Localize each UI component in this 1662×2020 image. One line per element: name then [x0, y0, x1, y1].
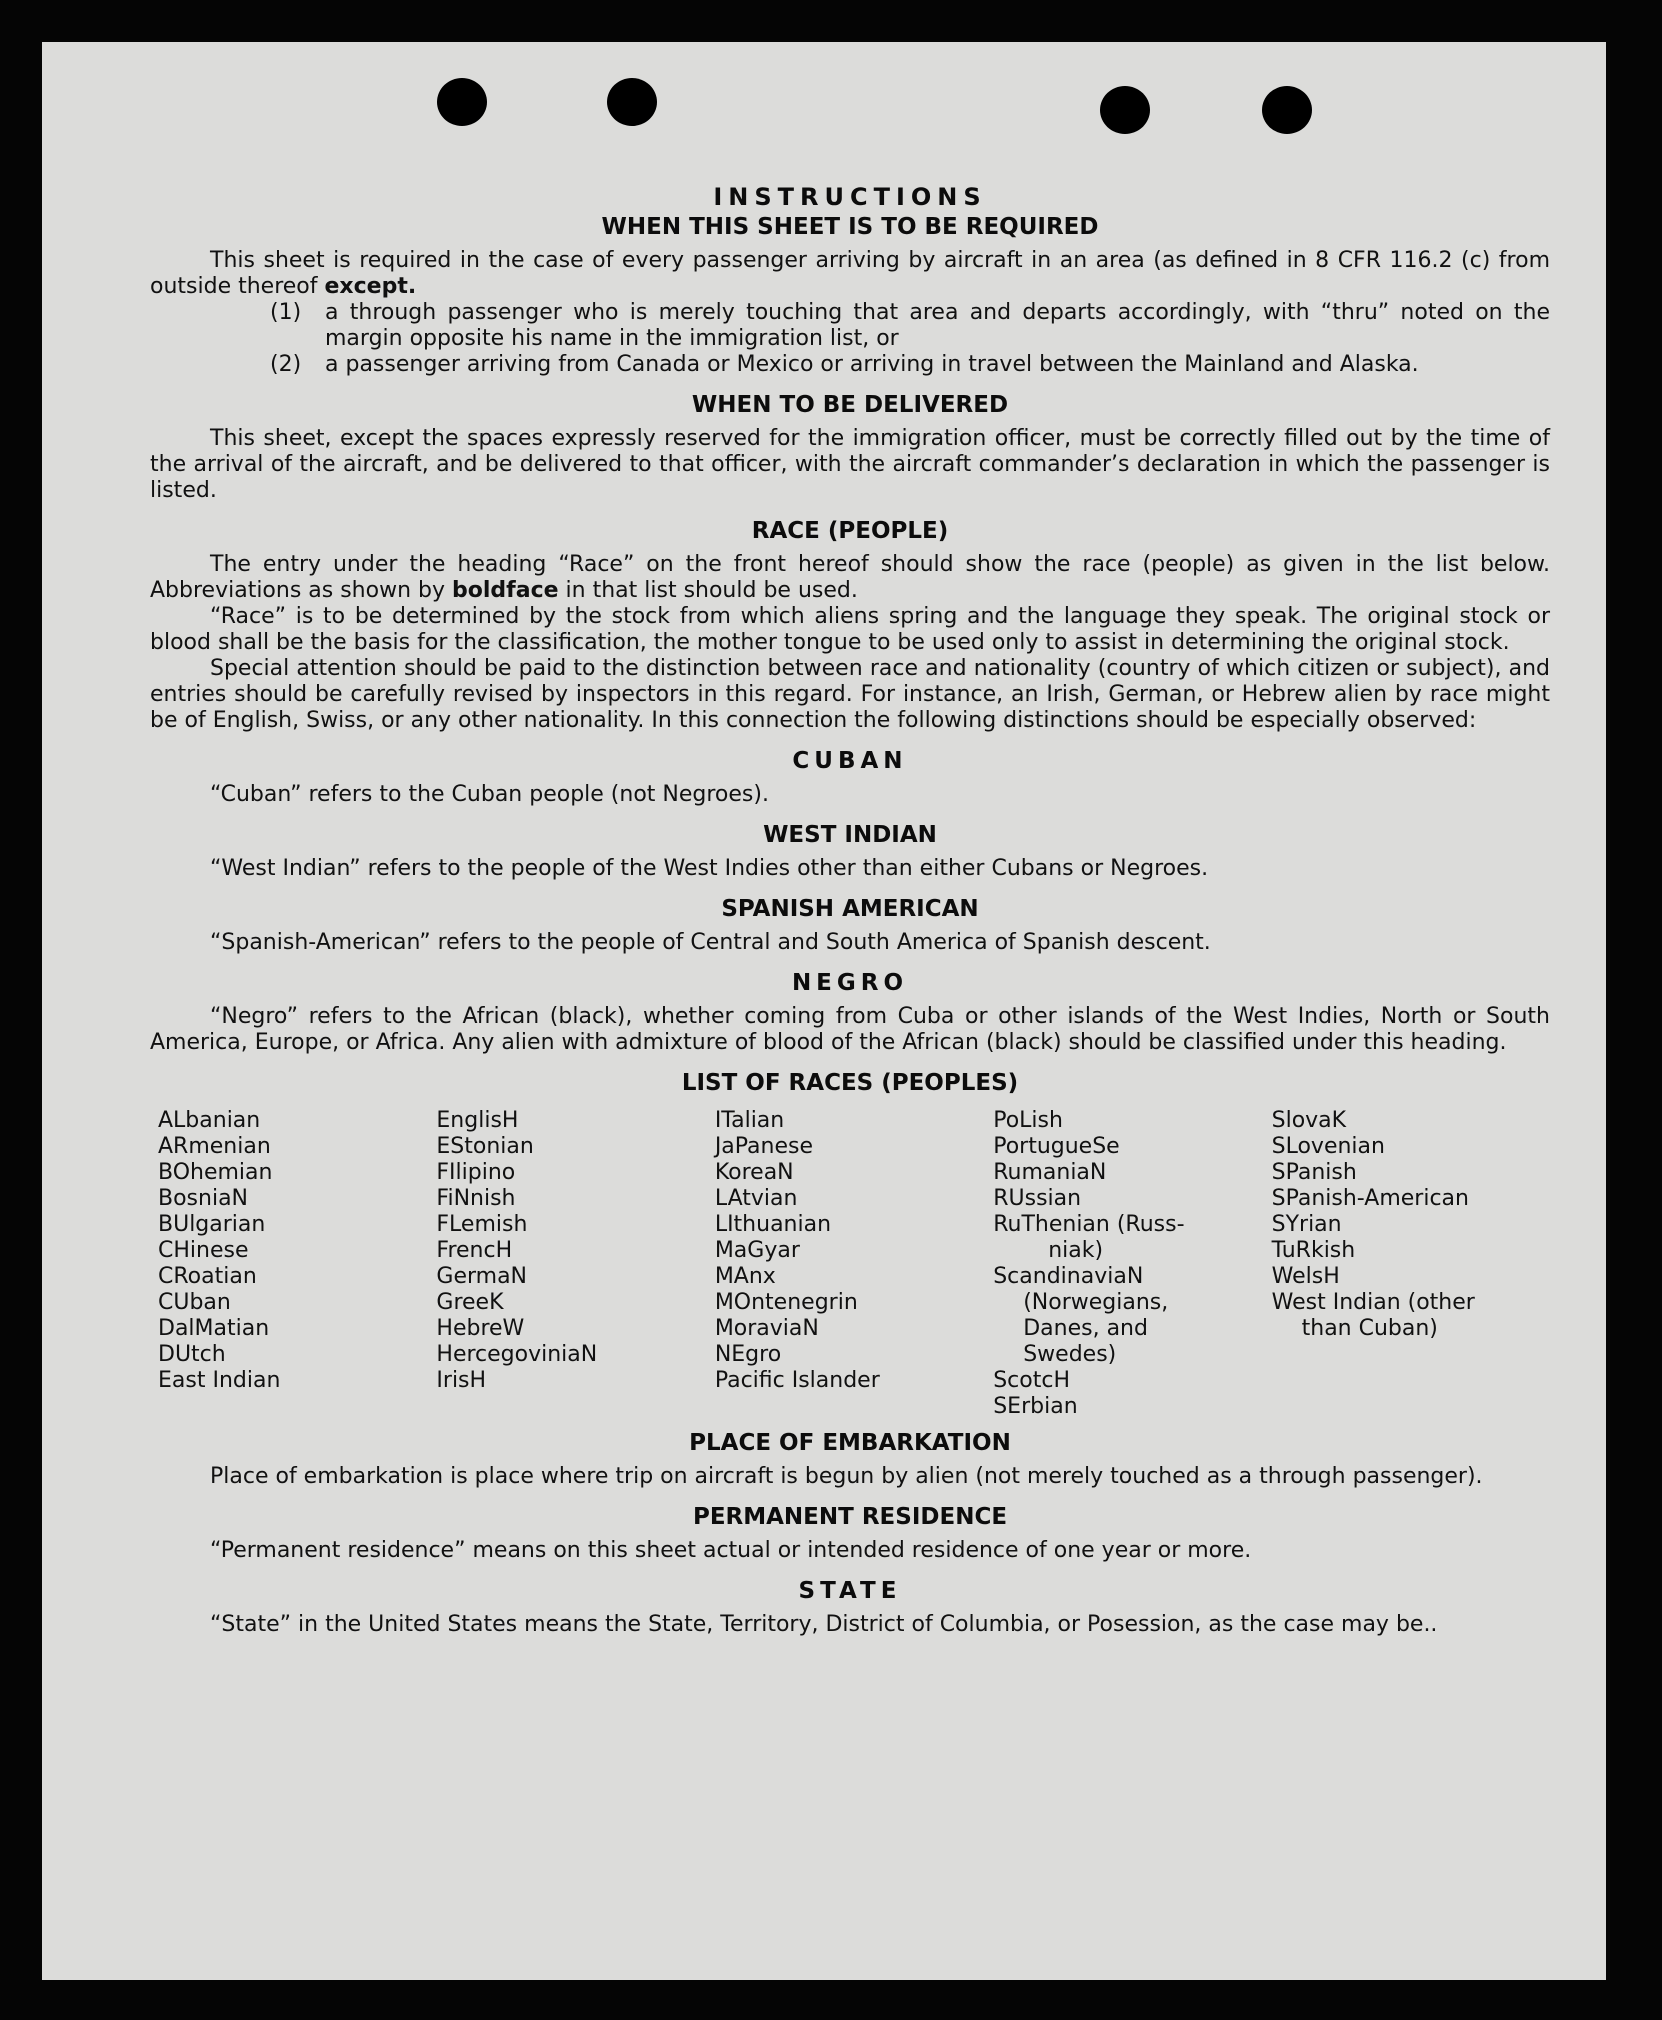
list-item: RUssian — [993, 1186, 1082, 1211]
section-paragraph: “Negro” refers to the African (black), whether coming from Cuba or other islands of the West Indies, North or South America, Europe, or Africa. Any alien with admixture of blood of the African (black) should be classified under this heading. — [150, 1004, 1550, 1055]
list-item: Swedes) — [1023, 1342, 1117, 1367]
list-item: BosniaN — [158, 1186, 249, 1211]
races-column — [436, 1108, 714, 1420]
instructions-content — [150, 182, 1550, 1638]
list-item: CUban — [158, 1290, 231, 1315]
list-item: EStonian — [436, 1134, 534, 1159]
section-heading: PLACE OF EMBARKATION — [689, 1430, 1011, 1456]
list-item: GreeK — [436, 1290, 504, 1315]
section-paragraph: Special attention should be paid to the distinction between race and nationality (country of which citizen or subject), and entries should be carefully revised by inspectors in this regard. For instance, an Irish, German, or Hebrew alien by race might be of English, Swiss, or any other nationality. In this connection the following distinctions should be especially observed: — [150, 656, 1550, 733]
section-paragraph: “Race” is to be determined by the stock from which aliens spring and the language they speak. The original stock or blood shall be the basis for the classification, the mother tongue to be used only to assist in determining the original stock. — [150, 604, 1550, 655]
races-column — [993, 1108, 1271, 1420]
list-item: SPanish-American — [1271, 1186, 1469, 1211]
section-heading: WHEN THIS SHEET IS TO BE REQUIRED — [601, 214, 1099, 240]
list-item: niak) — [1048, 1238, 1104, 1263]
list-item: EnglisH — [436, 1108, 519, 1133]
races-list — [150, 1108, 1550, 1420]
list-item: LIthuanian — [714, 1212, 832, 1237]
section-paragraph: “Cuban” refers to the Cuban people (not Negroes). — [210, 782, 769, 807]
list-item: FrencH — [436, 1238, 513, 1263]
section-heading: WEST INDIAN — [763, 822, 937, 848]
list-item: (Norwegians, — [1023, 1290, 1169, 1315]
section-heading: PERMANENT RESIDENCE — [692, 1504, 1008, 1530]
section-heading: STATE — [798, 1578, 902, 1604]
section-paragraph: “Permanent residence” means on this sheet actual or intended residence of one year or more. — [210, 1538, 1252, 1563]
list-item: West Indian (other — [1271, 1290, 1475, 1315]
list-item: (1) a through passenger who is merely touching that area and departs accordingly, with “thru” noted on the margin opposite his name in the immigration list, or — [270, 300, 1550, 351]
races-column — [715, 1108, 993, 1420]
races-column — [1272, 1108, 1550, 1420]
list-item: PortugueSe — [993, 1134, 1120, 1159]
section-paragraph: This sheet is required in the case of every passenger arriving by aircraft in an area (as defined in 8 CFR 116.2 (c) from outside thereof except. — [150, 248, 1550, 299]
list-item: BOhemian — [158, 1160, 273, 1185]
list-item: ARmenian — [158, 1134, 271, 1159]
list-item: CRoatian — [158, 1264, 257, 1289]
list-item: HercegoviniaN — [436, 1342, 598, 1367]
list-item: FIlipino — [436, 1160, 516, 1185]
list-item: SYrian — [1271, 1212, 1342, 1237]
section-paragraph: “State” in the United States means the State, Territory, District of Columbia, or Posession, as the case may be.. — [210, 1612, 1438, 1637]
list-item: DalMatian — [158, 1316, 270, 1341]
list-item: Danes, and — [1023, 1316, 1148, 1341]
list-item: TuRkish — [1271, 1238, 1356, 1263]
list-item: FiNnish — [436, 1186, 516, 1211]
list-item: RuThenian (Russ- — [993, 1212, 1185, 1237]
list-item: PoLish — [993, 1108, 1063, 1133]
list-item: FLemish — [436, 1212, 528, 1237]
section-paragraph: The entry under the heading “Race” on the front hereof should show the race (people) as given in the list below. Abbreviations as shown by boldface in that list should be used. — [150, 552, 1550, 603]
punch-hole — [607, 78, 657, 126]
list-item: East Indian — [158, 1368, 281, 1393]
section-heading: CUBAN — [792, 748, 908, 774]
list-item: MAnx — [714, 1264, 776, 1289]
section-paragraph: “Spanish-American” refers to the people of Central and South America of Spanish descent. — [210, 930, 1211, 955]
list-item: CHinese — [158, 1238, 249, 1263]
list-item: GermaN — [436, 1264, 528, 1289]
page-title: INSTRUCTIONS — [713, 183, 987, 211]
list-item: MoraviaN — [714, 1316, 819, 1341]
list-item: SlovaK — [1271, 1108, 1347, 1133]
list-item: BUlgarian — [158, 1212, 266, 1237]
list-item: JaPanese — [714, 1134, 814, 1159]
list-item: ScotcH — [993, 1368, 1071, 1393]
list-item: NEgro — [714, 1342, 782, 1367]
list-item: RumaniaN — [993, 1160, 1107, 1185]
list-item: LAtvian — [714, 1186, 798, 1211]
section-heading: NEGRO — [791, 970, 909, 996]
list-item: ITalian — [714, 1108, 785, 1133]
section-paragraph: Place of embarkation is place where trip on aircraft is begun by alien (not merely touched as a through passenger). — [210, 1464, 1483, 1489]
list-item: SPanish — [1271, 1160, 1357, 1185]
section-paragraph: This sheet, except the spaces expressly reserved for the immigration officer, must be correctly filled out by the time of the arrival of the aircraft, and be delivered to that officer, with the aircraft commander’s declaration in which the passenger is listed. — [150, 426, 1550, 503]
list-item: KoreaN — [714, 1160, 794, 1185]
punch-hole — [1262, 86, 1312, 134]
list-item: Pacific Islander — [714, 1368, 880, 1393]
list-item: SErbian — [993, 1394, 1078, 1419]
list-item: (2) a passenger arriving from Canada or Mexico or arriving in travel between the Mainland and Alaska. — [270, 352, 1419, 377]
list-item: MOntenegrin — [714, 1290, 858, 1315]
list-item: HebreW — [436, 1316, 525, 1341]
list-item: MaGyar — [714, 1238, 800, 1263]
punch-hole — [437, 78, 487, 126]
punch-hole — [1100, 86, 1150, 134]
list-item: ALbanian — [158, 1108, 261, 1133]
section-heading: LIST OF RACES (PEOPLES) — [681, 1070, 1019, 1096]
section-paragraph: “West Indian” refers to the people of the West Indies other than either Cubans or Negroes. — [210, 856, 1209, 881]
list-item: DUtch — [158, 1342, 226, 1367]
section-heading: SPANISH AMERICAN — [721, 896, 979, 922]
list-item: SLovenian — [1271, 1134, 1385, 1159]
races-column — [150, 1108, 436, 1420]
section-heading: RACE (PEOPLE) — [751, 518, 949, 544]
list-item: than Cuban) — [1301, 1316, 1438, 1341]
list-item: ScandinaviaN — [993, 1264, 1144, 1289]
document-sheet — [42, 42, 1606, 1980]
list-item: WelsH — [1271, 1264, 1340, 1289]
list-item: IrisH — [436, 1368, 487, 1393]
section-heading: WHEN TO BE DELIVERED — [691, 392, 1009, 418]
